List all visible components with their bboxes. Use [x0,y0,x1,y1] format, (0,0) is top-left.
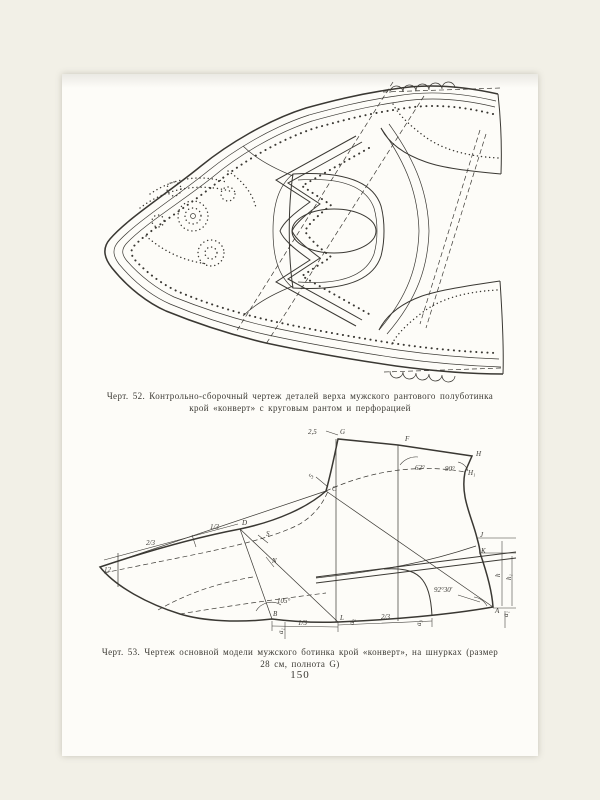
figure-52-drawing [88,76,530,390]
drawing-label: 1/3 [210,523,219,531]
drawing-label: 92°30' [434,586,453,594]
drawing-label: B [273,610,278,618]
drawing-label: S [266,530,270,538]
drawing-label: 1/3 [298,619,307,627]
drawing-label: 12 [104,566,111,574]
drawing-label: G [340,428,346,436]
figure-52-caption [92,391,508,414]
drawing-label: H₁ [468,469,476,477]
figure-52-caption-line1: Черт. 52. Контрольно-сборочный чертеж деталей верха мужского рантового полуботинка [106,391,494,401]
drawing-label: C [332,485,337,493]
drawing-label: 2,5 [308,428,317,436]
drawing-label: 2/3 [146,539,155,547]
drawing-label: 2/3 [381,613,390,621]
drawing-label: J [480,531,484,539]
drawing-label: 62° [415,464,425,472]
drawing-label: a₃ [415,620,423,626]
figure-52-caption-line2: крой «конверт» с круговым рантом и перфорацией [189,402,411,413]
drawing-label: K [481,547,486,555]
drawing-label: a₂ [348,619,356,625]
figure-53-caption-line1: Черт. 53. Чертеж основной модели мужского ботинка крой «конверт», на шнурках (размер [101,647,499,657]
book-page [62,74,538,756]
drawing-label: h [494,573,502,577]
drawing-label: h₁ [505,574,513,580]
drawing-label: 90° [445,465,455,473]
drawing-label: L [340,614,344,622]
drawing-label: D [242,519,248,527]
drawing-label: a₁ [277,628,285,634]
drawing-label: A [495,607,500,615]
drawing-label: F [405,435,410,443]
figure-53-caption-line2: 28 см, полнота G) [260,658,340,669]
page-number: 150 [290,669,310,681]
figure-53-drawing [88,425,530,645]
drawing-label: a₁ [502,611,510,617]
figure-53-caption [92,647,508,670]
drawing-label: H [476,450,482,458]
drawing-label: 105° [277,597,291,605]
drawing-label: N [272,557,277,565]
drawing-label: 5 [307,472,316,481]
